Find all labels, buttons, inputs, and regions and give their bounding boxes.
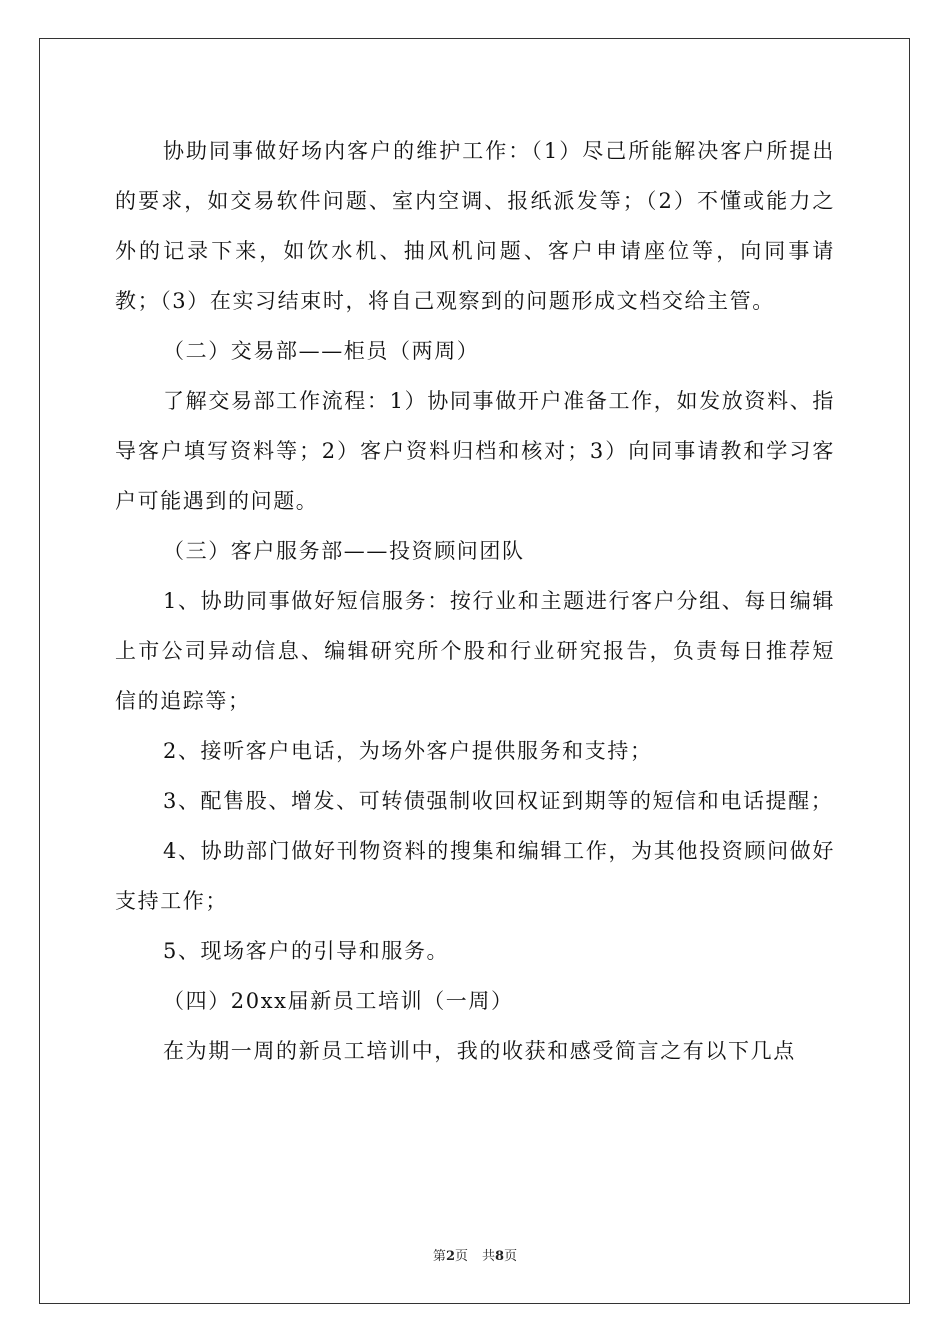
list-item-publications: 4、协助部门做好刊物资料的搜集和编辑工作，为其他投资顾问做好支持工作； <box>115 839 835 913</box>
total-pages-prefix: 共 <box>482 1249 496 1264</box>
paragraph-customer-maintenance: 协助同事做好场内客户的维护工作：（1）尽己所能解决客户所提出的要求，如交易软件问题、室内空调、报纸派发等；（2）不懂或能力之外的记录下来，如饮水机、抽风机问题、客户申请座位等，向同事请教；（3）在实习结束时，将自己观察到的问题形成文档交给主管。 <box>115 139 835 313</box>
paragraph-training-summary: 在为期一周的新员工培训中，我的收获和感受简言之有以下几点 <box>163 1039 796 1063</box>
list-item-phone-service: 2、接听客户电话，为场外客户提供服务和支持； <box>163 739 653 763</box>
page-number: 2 <box>445 1249 455 1264</box>
list-item-onsite-guidance: 5、现场客户的引导和服务。 <box>163 939 450 963</box>
paragraph-trading-workflow: 了解交易部工作流程：1）协同事做开户准备工作，如发放资料、指导客户填写资料等；2）客户资料归档和核对；3）向同事请教和学习客户可能遇到的问题。 <box>115 389 835 513</box>
heading-trading-department: （二）交易部——柜员（两周） <box>163 339 480 363</box>
list-item-sms-service: 1、协助同事做好短信服务：按行业和主题进行客户分组、每日编辑上市公司异动信息、编辑研究所个股和行业研究报告，负责每日推荐短信的追踪等； <box>115 589 835 713</box>
heading-customer-service: （三）客户服务部——投资顾问团队 <box>163 539 525 563</box>
total-pages-suffix: 页 <box>504 1249 518 1264</box>
heading-new-employee-training: （四）20xx届新员工培训（一周） <box>163 989 514 1013</box>
page-number-suffix: 页 <box>454 1249 468 1264</box>
document-body <box>115 126 835 1076</box>
list-item-reminders: 3、配售股、增发、可转债强制收回权证到期等的短信和电话提醒； <box>163 789 834 813</box>
total-pages: 8 <box>495 1249 505 1264</box>
page-number-prefix: 第 <box>432 1249 446 1264</box>
page-footer <box>0 1248 950 1266</box>
